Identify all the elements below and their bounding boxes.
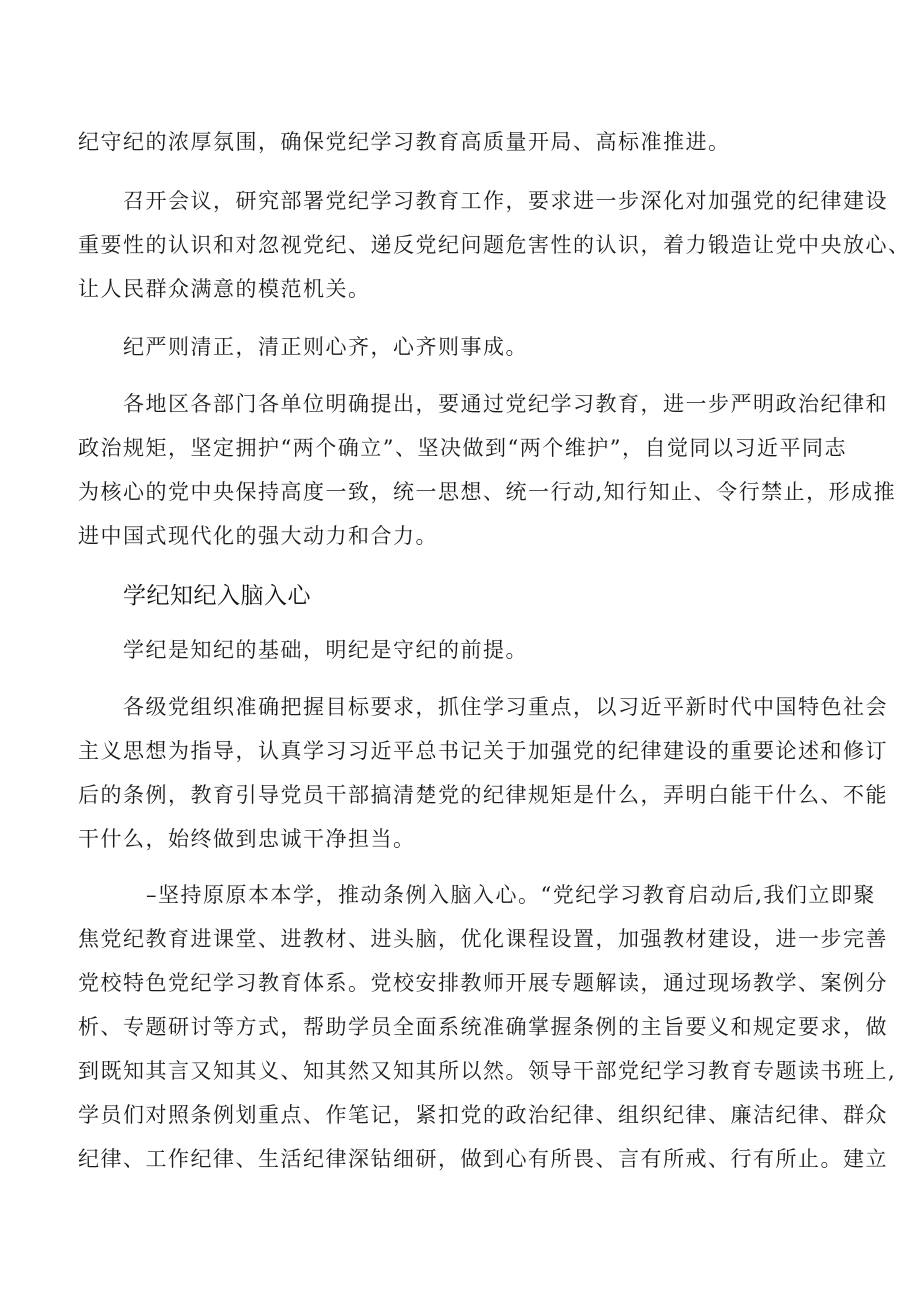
paragraph-line: 政治规矩，坚定拥护“两个确立”、坚决做到“两个维护”，自觉同以习近平同志 [78,436,847,460]
paragraph-line: 干什么，始终做到忠诚干净担当。 [78,827,416,851]
paragraph-line: 各级党组织准确把握目标要求，抓住学习重点，以习近平新时代中国特色社会 [123,695,888,719]
paragraph-line: –坚持原原本本学，推动条例入脑入心。“党纪学习教育启动后,我们立即聚 [146,883,876,907]
paragraph-line: 进中国式现代化的强大动力和合力。 [78,524,438,548]
paragraph-line: 后的条例，教育引导党员干部搞清楚党的纪律规矩是什么，弄明白能干什么、不能 [78,783,888,807]
section-heading: 学纪知纪入脑入心 [123,583,311,609]
paragraph-line: 主义思想为指导，认真学习习近平总书记关于加强党的纪律建设的重要论述和修订 [78,739,888,763]
paragraph-line: 为核心的党中央保持高度一致，统一思想、统一行动,知行知止、令行禁止，形成推 [78,480,897,504]
paragraph-line: 到既知其言又知其义、知其然又知其所以然。领导干部党纪学习教育专题读书班上, [78,1059,897,1083]
paragraph-line: 析、专题研讨等方式，帮助学员全面系统准确掌握条例的主旨要义和规定要求，做 [78,1015,888,1039]
paragraph-line: 焦党纪教育进课堂、进教材、进头脑，优化课程设置，加强教材建设，进一步完善 [78,927,888,951]
paragraph-line: 召开会议，研究部署党纪学习教育工作，要求进一步深化对加强党的纪律建设 [123,189,888,213]
paragraph-line: 学员们对照条例划重点、作笔记，紧扣党的政治纪律、组织纪律、廉洁纪律、群众 [78,1103,888,1127]
paragraph-line: 纪守纪的浓厚氛围，确保党纪学习教育高质量开局、高标准推进。 [78,130,731,154]
paragraph-line: 党校特色党纪学习教育体系。党校安排教师开展专题解读，通过现场教学、案例分 [78,971,888,995]
paragraph-line: 纪律、工作纪律、生活纪律深钻细研，做到心有所畏、言有所戒、行有所止。建立 [78,1147,888,1171]
paragraph-line: 让人民群众满意的模范机关。 [78,277,371,301]
paragraph-line: 纪严则清正，清正则心齐，心齐则事成。 [123,335,528,359]
paragraph-line: 各地区各部门各单位明确提出，要通过党纪学习教育，进一步严明政治纪律和 [123,392,888,416]
paragraph-line: 重要性的认识和对忽视党纪、递反党纪问题危害性的认识，着力锻造让党中央放心、 [78,233,911,257]
paragraph-line: 学纪是知纪的基础，明纪是守纪的前提。 [123,638,528,662]
